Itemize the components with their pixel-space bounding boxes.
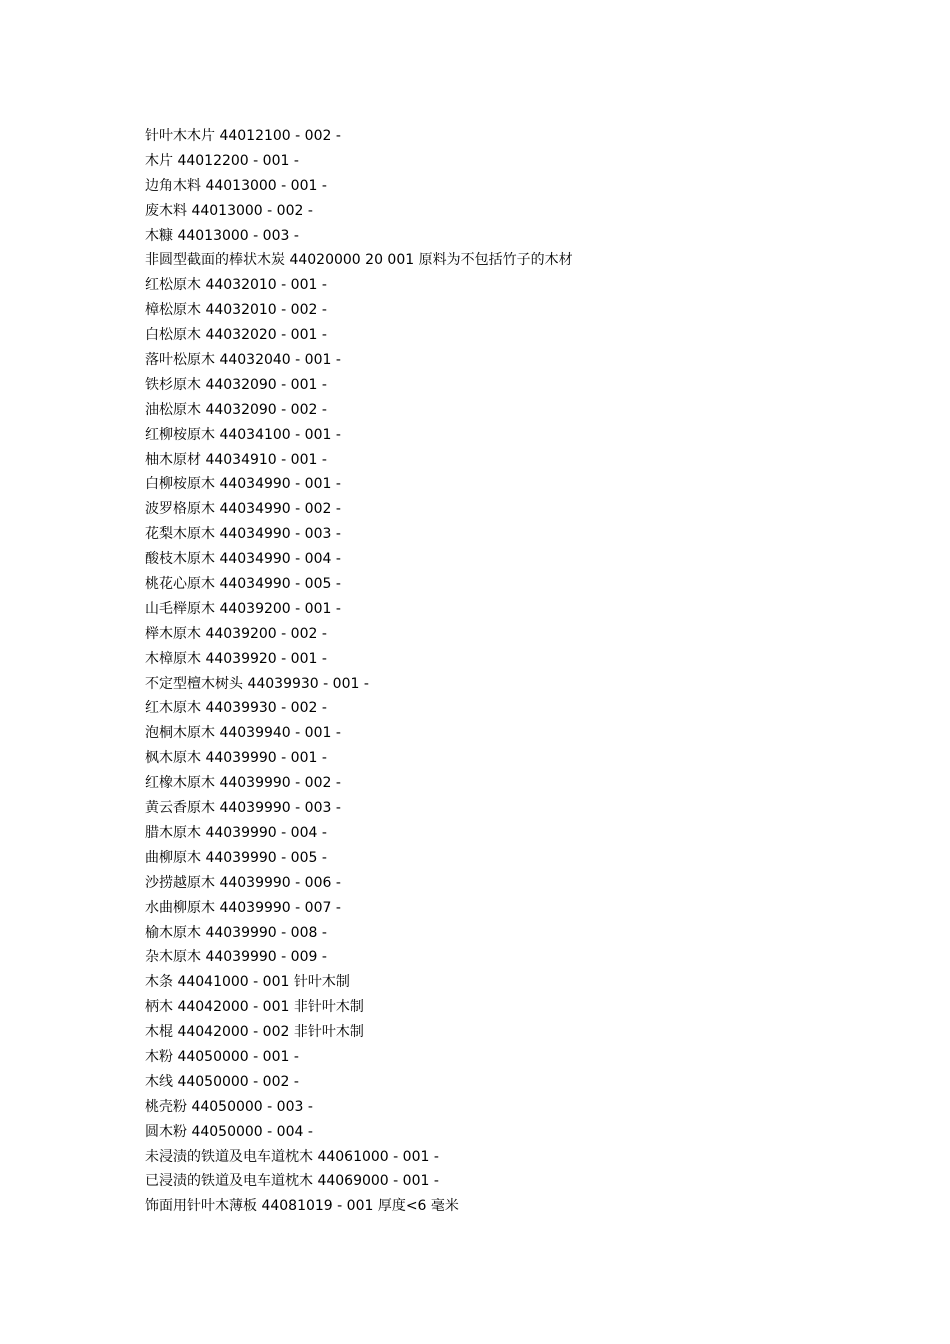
list-item: 木棍 44042000 - 002 非针叶木制 xyxy=(145,1024,364,1041)
list-item: 红松原木 44032010 - 001 - xyxy=(145,277,327,294)
list-item: 木樟原木 44039920 - 001 - xyxy=(145,650,327,667)
list-item: 黄云香原木 44039990 - 003 - xyxy=(145,800,341,817)
list-item: 木线 44050000 - 002 - xyxy=(145,1073,299,1090)
list-item: 泡桐木原木 44039940 - 001 - xyxy=(145,725,341,742)
list-item: 酸枝木原木 44034990 - 004 - xyxy=(145,551,341,568)
list-item: 非圆型截面的棒状木炭 44020000 20 001 原料为不包括竹子的木材 xyxy=(145,252,573,269)
list-item: 红柳桉原木 44034100 - 001 - xyxy=(145,426,341,443)
list-item: 榆木原木 44039990 - 008 - xyxy=(145,924,327,941)
list-item: 饰面用针叶木薄板 44081019 - 001 厚度<6 毫米 xyxy=(145,1198,459,1215)
list-item: 木条 44041000 - 001 针叶木制 xyxy=(145,974,350,991)
list-item: 腊木原木 44039990 - 004 - xyxy=(145,824,327,841)
list-item: 红木原木 44039930 - 002 - xyxy=(145,700,327,717)
list-item: 已浸渍的铁道及电车道枕木 44069000 - 001 - xyxy=(145,1173,439,1190)
list-item: 边角木料 44013000 - 001 - xyxy=(145,177,327,194)
list-item: 柄木 44042000 - 001 非针叶木制 xyxy=(145,999,364,1016)
list-item: 白松原木 44032020 - 001 - xyxy=(145,327,327,344)
list-item: 杂木原木 44039990 - 009 - xyxy=(145,949,327,966)
list-item: 木粉 44050000 - 001 - xyxy=(145,1048,299,1065)
list-item: 圆木粉 44050000 - 004 - xyxy=(145,1123,313,1140)
list-item: 废木料 44013000 - 002 - xyxy=(145,202,313,219)
list-item: 沙捞越原木 44039990 - 006 - xyxy=(145,874,341,891)
list-item: 红橡木原木 44039990 - 002 - xyxy=(145,775,341,792)
list-item: 针叶木木片 44012100 - 002 - xyxy=(145,128,341,144)
entry-list xyxy=(145,124,573,1219)
list-item: 枫木原木 44039990 - 001 - xyxy=(145,750,327,767)
list-item: 水曲柳原木 44039990 - 007 - xyxy=(145,899,341,916)
list-item: 油松原木 44032090 - 002 - xyxy=(145,401,327,418)
list-item: 未浸渍的铁道及电车道枕木 44061000 - 001 - xyxy=(145,1148,439,1165)
list-item: 柚木原材 44034910 - 001 - xyxy=(145,451,327,468)
list-item: 桃壳粉 44050000 - 003 - xyxy=(145,1098,313,1115)
list-item: 桃花心原木 44034990 - 005 - xyxy=(145,576,341,593)
list-item: 山毛榉原木 44039200 - 001 - xyxy=(145,600,341,617)
list-item: 木片 44012200 - 001 - xyxy=(145,152,299,169)
list-item: 波罗格原木 44034990 - 002 - xyxy=(145,501,341,518)
list-item: 樟松原木 44032010 - 002 - xyxy=(145,302,327,319)
list-item: 落叶松原木 44032040 - 001 - xyxy=(145,352,341,369)
list-item: 铁杉原木 44032090 - 001 - xyxy=(145,376,327,393)
list-item: 白柳桉原木 44034990 - 001 - xyxy=(145,476,341,493)
list-item: 花梨木原木 44034990 - 003 - xyxy=(145,526,341,543)
list-item: 木糠 44013000 - 003 - xyxy=(145,227,299,244)
list-item: 曲柳原木 44039990 - 005 - xyxy=(145,849,327,866)
list-item: 榉木原木 44039200 - 002 - xyxy=(145,625,327,642)
list-item: 不定型檀木树头 44039930 - 001 - xyxy=(145,675,369,692)
